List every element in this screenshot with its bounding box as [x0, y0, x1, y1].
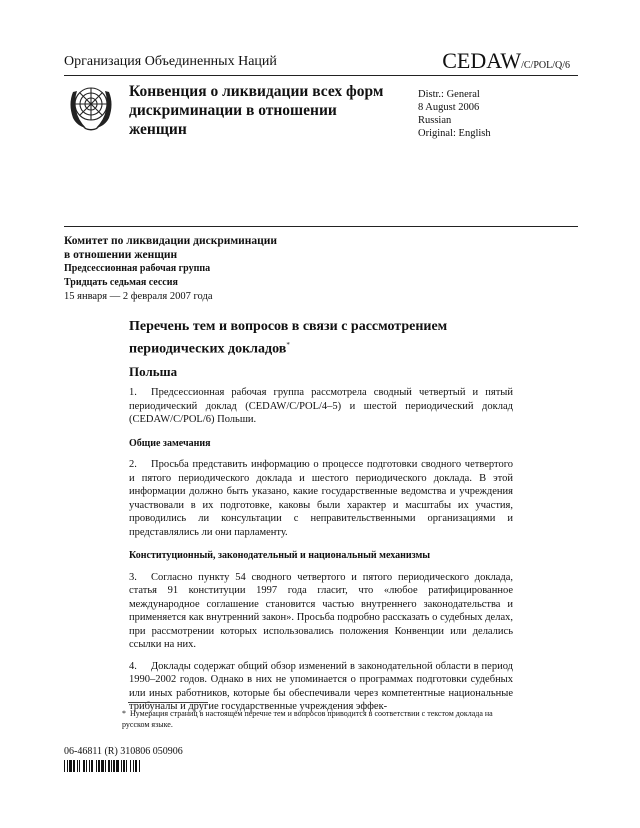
- paragraph-number: 3.: [129, 571, 137, 583]
- session-dates: 15 января — 2 февраля 2007 года: [64, 291, 213, 302]
- paragraph-number: 1.: [129, 387, 137, 399]
- footnote-mark: *: [122, 709, 126, 718]
- barcode-icon: [64, 760, 208, 772]
- header-rule: [64, 75, 578, 76]
- symbol-suffix: /C/POL/Q/6: [521, 60, 570, 71]
- document-title-text: Перечень тем и вопросов в связи с рассмотрением периодических докладов: [129, 319, 448, 357]
- committee-name-line1: Комитет по ликвидации дискриминации: [64, 235, 278, 247]
- committee-name-line2: в отношении женщин: [64, 249, 178, 261]
- document-number: 06-46811 (R) 310806 050906: [64, 746, 183, 757]
- footnote-text: Нумерация страниц в настоящем перечне тем и вопросов приводится в соответствии с текстом доклада на русском языке.: [122, 709, 493, 729]
- symbol-main: CEDAW: [442, 48, 522, 73]
- document-symbol: [442, 48, 570, 74]
- section-heading-constitutional: Конституционный, законодательный и национальный механизмы: [129, 550, 431, 562]
- paragraph-text: Просьба представить информацию о процессе подготовки сводного четвертого и пятого периодического доклада и шестого периодического доклада. В этой информации должно быть указано, какие государственные ведомства и учреждения участвовали в их подготовке, каковы были характер и масштабы их участия, проводились ли консультации с неправительственными организациями и представлялись ли они парламенту.: [129, 459, 513, 538]
- distribution-block: [418, 88, 491, 140]
- footnote: [122, 708, 512, 730]
- paragraph-number: 2.: [129, 459, 137, 471]
- paragraph: [129, 571, 513, 652]
- committee-block: [64, 234, 277, 304]
- paragraph-number: 4.: [129, 660, 137, 672]
- distribution-status: Distr.: General: [418, 89, 480, 100]
- original-language: Original: English: [418, 128, 491, 139]
- footnote-rule: [128, 702, 208, 703]
- document-title: [129, 318, 513, 359]
- paragraph-text: Доклады содержат общий обзор изменений в законодательной области в период 1990–2002 годов. Однако в них не упоминается о программах подготовки судебных или иных работников, которые бы обеспечивали через компетентные национальные трибуналы и другие государственные учреждения эффек-: [129, 660, 513, 713]
- working-group: Предсессионная рабочая группа: [64, 263, 211, 274]
- issue-date: 8 August 2006: [418, 102, 480, 113]
- organization-name: Организация Объединенных Наций: [64, 54, 277, 69]
- un-emblem-icon: [64, 80, 118, 134]
- paragraph: [129, 458, 513, 539]
- paragraph-text: Предсессионная рабочая группа рассмотрела сводный четвертый и пятый периодический доклад (CEDAW/C/POL/4–5) и шестой периодический доклад (CEDAW/C/POL/6) Польши.: [129, 387, 513, 426]
- paragraph: [129, 386, 513, 427]
- paragraph-text: Согласно пункту 54 сводного четвертого и пятого периодического доклада, статья 91 конституции 1997 года гласит, что «любое ратифицированное международное соглашение становится частью внутреннего законодательства и применяется как внутренний закон». Просьба подробно рассказать о судебных делах, при рассмотрении которых использовались положения Конвенции или делались ссылки на них.: [129, 571, 513, 651]
- document-language: Russian: [418, 115, 452, 126]
- section-heading-general: Общие замечания: [129, 437, 211, 449]
- title-rule: [64, 226, 578, 227]
- title-footnote-mark: *: [286, 341, 290, 349]
- paragraph: [129, 660, 513, 714]
- country-heading: Польша: [129, 363, 178, 379]
- convention-title: Конвенция о ликвидации всех форм дискриминации в отношении женщин: [129, 83, 384, 138]
- document-body: [129, 318, 513, 722]
- session-name: Тридцать седьмая сессия: [64, 277, 178, 288]
